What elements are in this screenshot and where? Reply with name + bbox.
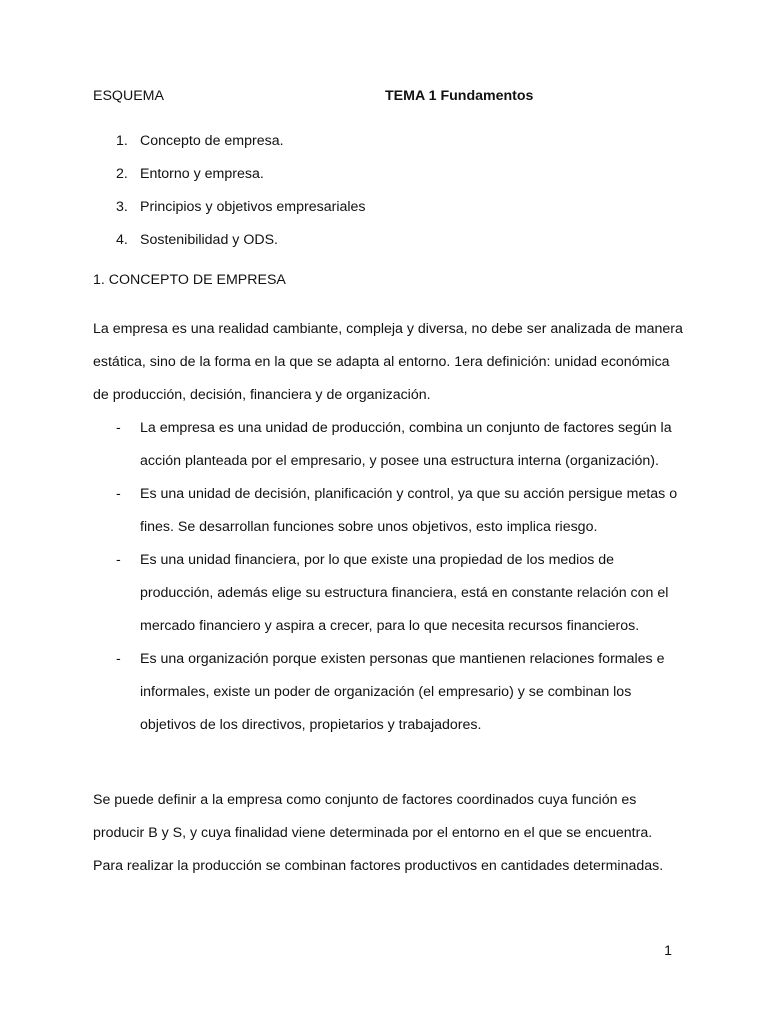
outline-item-text: Sostenibilidad y ODS. — [140, 232, 279, 248]
outline-item-text: Entorno y empresa. — [140, 166, 264, 182]
section-heading: 1. CONCEPTO DE EMPRESA — [93, 272, 286, 288]
outline-item — [116, 164, 366, 197]
header-title: TEMA 1 Fundamentos — [385, 88, 534, 104]
bullet-dash: - — [116, 486, 121, 502]
outline-list — [116, 131, 366, 263]
bullet-text: La empresa es una unidad de producción, combina un conjunto de factores según la acción planteada por el empresario, y posee una estructura interna (organización). — [140, 420, 672, 469]
bullet-text: Es una organización porque existen personas que mantienen relaciones formales e informales, existe un poder de organización (el empresario) y se combinan los objetivos de los directivos, propietarios y trabajadores. — [140, 651, 665, 733]
outline-item — [116, 197, 366, 230]
bullet-text: Es una unidad de decisión, planificación y control, ya que su acción persigue metas o fines. Se desarrollan funciones sobre unos objetivos, esto implica riesgo. — [140, 486, 678, 535]
bullet-item — [93, 478, 683, 544]
bullet-item — [93, 412, 683, 478]
outline-item — [116, 131, 366, 164]
bullet-dash: - — [116, 651, 121, 667]
outline-item — [116, 230, 366, 263]
page-number: 1 — [664, 943, 672, 959]
bullet-dash: - — [116, 552, 121, 568]
intro-paragraph: La empresa es una realidad cambiante, compleja y diversa, no debe ser analizada de manera estática, sino de la forma en la que se adapta al entorno. 1era definición: unidad económica de producción, decisión, financiera y de organización. — [93, 321, 683, 403]
definition-paragraph: Se puede definir a la empresa como conjunto de factores coordinados cuya función es producir B y S, y cuya finalidad viene determinada por el entorno en el que se encuentra. Para realizar la producción se combinan factores productivos en cantidades determinadas. — [93, 792, 664, 874]
outline-item-number: 3. — [116, 199, 128, 215]
outline-item-text: Concepto de empresa. — [140, 133, 284, 149]
outline-item-text: Principios y objetivos empresariales — [140, 199, 366, 215]
bullet-dash: - — [116, 420, 121, 436]
outline-item-number: 1. — [116, 133, 128, 149]
bullet-text: Es una unidad financiera, por lo que existe una propiedad de los medios de producción, además elige su estructura financiera, está en constante relación con el mercado financiero y aspira a crecer, para lo que necesita recursos financieros. — [140, 552, 669, 634]
bullet-list — [93, 412, 683, 742]
bullet-item — [93, 544, 683, 643]
outline-item-number: 4. — [116, 232, 128, 248]
bullet-item — [93, 643, 683, 742]
document-header — [93, 88, 693, 108]
outline-item-number: 2. — [116, 166, 128, 182]
header-left-text: ESQUEMA — [93, 88, 164, 104]
